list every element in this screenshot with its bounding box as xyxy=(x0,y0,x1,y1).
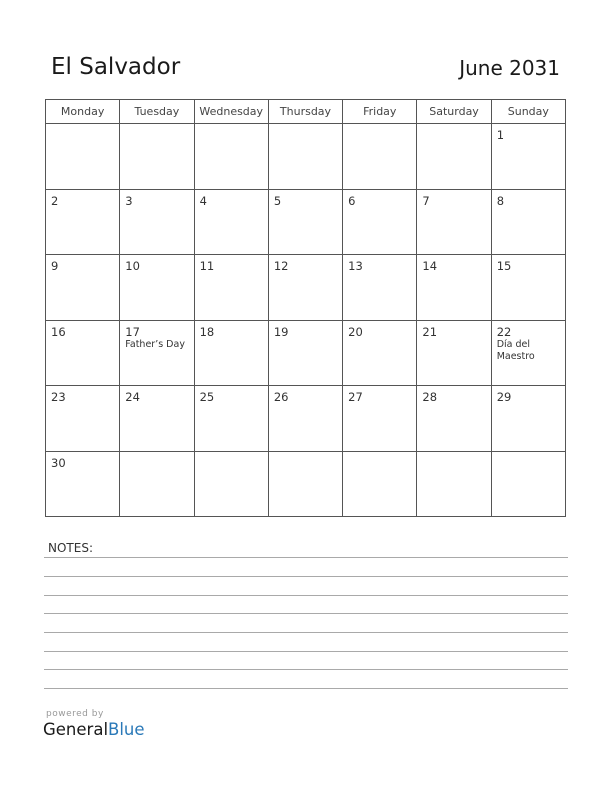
calendar-day-cell xyxy=(120,386,194,452)
day-number: 3 xyxy=(125,193,133,208)
calendar-day-cell xyxy=(194,189,268,255)
weekday-header: Friday xyxy=(343,100,417,124)
calendar-day-cell xyxy=(46,451,120,517)
calendar-day-cell xyxy=(46,320,120,386)
day-number: 6 xyxy=(348,193,356,208)
calendar-day-cell xyxy=(268,255,342,321)
calendar-day-cell xyxy=(343,124,417,190)
day-number: 9 xyxy=(51,259,59,273)
calendar-country-title: El Salvador xyxy=(51,54,181,80)
calendar-day-cell xyxy=(417,255,491,321)
weekday-header: Sunday xyxy=(491,100,565,124)
weekday-header: Thursday xyxy=(268,100,342,124)
calendar-day-cell xyxy=(268,124,342,190)
calendar-day-cell xyxy=(491,320,565,386)
day-number: 13 xyxy=(348,259,363,273)
day-number: 14 xyxy=(422,259,438,273)
holiday-label: Father’s Day xyxy=(125,338,185,350)
day-number: 30 xyxy=(51,455,66,470)
calendar-day-cell xyxy=(194,255,268,321)
calendar-day-cell xyxy=(120,320,194,386)
day-number: 19 xyxy=(273,324,289,339)
calendar-day-cell xyxy=(343,320,417,386)
weekday-header: Monday xyxy=(46,100,120,124)
calendar-day-cell xyxy=(46,255,120,321)
calendar-day-cell xyxy=(120,189,194,255)
brand-blue-text: Blue xyxy=(108,720,145,739)
generalblue-logo xyxy=(43,720,145,739)
calendar-day-cell xyxy=(120,124,194,190)
notes-label: NOTES: xyxy=(48,541,93,555)
calendar-month-title: June 2031 xyxy=(459,56,560,80)
calendar-day-cell xyxy=(343,189,417,255)
calendar-day-cell xyxy=(194,320,268,386)
calendar-day-cell xyxy=(491,451,565,517)
day-number: 17 xyxy=(125,324,140,339)
note-line xyxy=(44,576,568,577)
calendar-day-cell xyxy=(46,386,120,452)
day-number: 23 xyxy=(51,390,66,404)
calendar-day-cell xyxy=(491,124,565,190)
calendar-day-cell xyxy=(268,386,342,452)
day-number: 5 xyxy=(273,193,282,208)
calendar-day-cell xyxy=(343,255,417,321)
calendar-day-cell xyxy=(343,386,417,452)
day-number: 8 xyxy=(496,193,505,208)
day-number: 24 xyxy=(125,390,140,404)
note-line xyxy=(44,688,568,689)
note-line xyxy=(44,669,568,670)
calendar-day-cell xyxy=(491,189,565,255)
weekday-header: Saturday xyxy=(417,100,491,124)
calendar-day-cell xyxy=(46,189,120,255)
day-number: 29 xyxy=(496,390,512,404)
day-number: 22 xyxy=(496,324,512,339)
day-number: 18 xyxy=(199,324,215,339)
calendar-day-cell xyxy=(343,451,417,517)
calendar-day-cell xyxy=(417,320,491,386)
calendar-day-cell xyxy=(120,255,194,321)
day-number: 15 xyxy=(496,259,512,273)
calendar-day-cell xyxy=(268,451,342,517)
calendar-day-cell xyxy=(491,386,565,452)
weekday-header: Tuesday xyxy=(120,100,194,124)
note-line xyxy=(44,557,568,558)
day-number: 25 xyxy=(199,390,215,404)
calendar-day-cell xyxy=(417,386,491,452)
calendar-day-cell xyxy=(268,320,342,386)
calendar-day-cell xyxy=(120,451,194,517)
brand-general-text: General xyxy=(43,720,109,739)
note-line xyxy=(44,632,568,633)
calendar-day-cell xyxy=(417,189,491,255)
calendar-day-cell xyxy=(417,451,491,517)
calendar-day-cell xyxy=(46,124,120,190)
day-number: 28 xyxy=(422,390,438,404)
day-number: 1 xyxy=(496,128,505,142)
day-number: 4 xyxy=(199,193,207,208)
day-number: 21 xyxy=(422,324,438,339)
day-number: 10 xyxy=(125,259,140,273)
calendar-week-row xyxy=(46,255,566,321)
calendar-day-cell xyxy=(268,189,342,255)
calendar-grid xyxy=(45,99,566,517)
weekday-header: Wednesday xyxy=(194,100,268,124)
calendar-day-cell xyxy=(194,451,268,517)
day-number: 27 xyxy=(348,390,363,404)
calendar-week-row xyxy=(46,189,566,255)
note-line xyxy=(44,651,568,652)
calendar-day-cell xyxy=(194,124,268,190)
weekday-header-row xyxy=(46,100,566,124)
calendar-week-row xyxy=(46,320,566,386)
calendar-day-cell xyxy=(417,124,491,190)
day-number: 2 xyxy=(51,193,59,208)
calendar-week-row xyxy=(46,451,566,517)
calendar-day-cell xyxy=(491,255,565,321)
note-line xyxy=(44,613,568,614)
day-number: 26 xyxy=(273,390,289,404)
calendar-week-row xyxy=(46,124,566,190)
note-line xyxy=(44,595,568,596)
day-number: 12 xyxy=(273,259,289,273)
holiday-label: Día del Maestro xyxy=(496,338,535,362)
day-number: 20 xyxy=(348,324,363,339)
calendar-week-row xyxy=(46,386,566,452)
day-number: 11 xyxy=(199,259,215,273)
day-number: 16 xyxy=(51,324,66,339)
day-number: 7 xyxy=(422,193,430,208)
powered-by-text: powered by xyxy=(46,709,104,719)
calendar-day-cell xyxy=(194,386,268,452)
